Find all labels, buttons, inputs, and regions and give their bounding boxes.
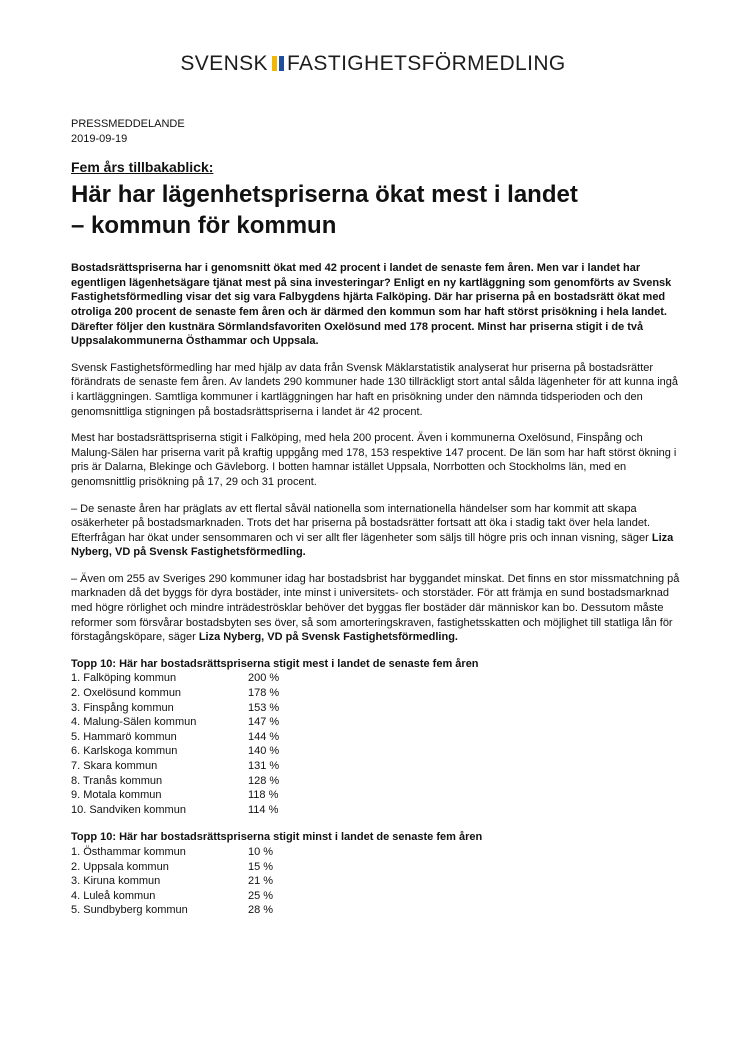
municipality-name: 5. Hammarö kommun [71,730,177,743]
top-list-title: Topp 10: Här har bostadsrättspriserna stigit mest i landet de senaste fem åren [71,657,479,670]
list-item [71,686,681,701]
brand-name-right: FASTIGHETSFÖRMEDLING [286,52,566,75]
municipality-name: 10. Sandviken kommun [71,803,186,816]
municipality-name: 3. Finspång kommun [71,701,174,714]
quote-2-text: – Även om 255 av Sveriges 290 kommuner idag har bostadsbrist har byggandet minskat. Det finns en stor missmatchning på marknaden då det byggs för dyra bostäder, inte minst i universitets- och storstäder. För att främja en sund bostadsmarknad med högre rörlighet och mindre inträdeströsklar behöver det byggas fler bostäder där människor kan bo. Dessutom måste reformer som försvårar bostadsbyten ses över, så som amorteringskraven, fastighetsskatten och möjlighet till statliga lån för förstagångsköpare, säger [71,572,680,644]
municipality-name: 1. Östhammar kommun [71,845,186,858]
price-increase-value: 21 % [248,875,274,888]
press-release-body [71,117,681,931]
flag-mark-icon [272,56,284,71]
release-date: 2019-09-19 [71,132,128,145]
list-item [71,671,681,686]
price-increase-value: 147 % [248,716,280,729]
quote-2-attribution: Liza Nyberg, VD på Svensk Fastighetsförmedling. [198,631,458,644]
list-item [71,803,681,818]
headline-line-1: Här har lägenhetspriserna ökat mest i landet [71,181,578,209]
municipality-name: 8. Tranås kommun [71,774,163,787]
price-increase-value: 118 % [248,789,279,802]
brand-logo [0,52,746,76]
kicker: Fem års tillbakablick: [71,159,214,176]
price-increase-value: 140 % [248,745,280,758]
municipality-name: 2. Oxelösund kommun [71,687,182,700]
list-item [71,889,681,904]
list-item [71,744,681,759]
paragraph-1: Svensk Fastighetsförmedling har med hjälp av data från Svensk Mäklarstatistik analyserat hur priserna på bostadsrätter förändrats de senaste fem åren. Av landets 290 kommuner hade 130 tillräckligt stort antal sålda lägenheter för att kunna ingå i kartläggningen. Samtliga kommuner i kartläggningen har haft en prisökning under den nämnda tidsperioden och den genomsnittliga stigningen på bostadsrättspriserna i landet är 42 procent. [71,361,678,418]
quote-2 [71,572,681,645]
price-increase-value: 10 % [248,845,274,858]
price-increase-value: 28 % [248,904,274,917]
municipality-name: 6. Karlskoga kommun [71,745,178,758]
bottom-list-title: Topp 10: Här har bostadsrättspriserna stigit minst i landet de senaste fem åren [71,831,483,844]
list-item [71,874,681,889]
paragraph-2: Mest har bostadsrättspriserna stigit i Falköping, med hela 200 procent. Även i kommunerna Oxelösund, Finspång och Malung-Sälen har priserna varit på kraftig uppgång med 178, 153 respektive 147 procent. De län som har haft störst ökning i pris är Dalarna, Blekinge och Gävleborg. I botten hamnar istället Uppsala, Norrbotten och Stockholms län, med en genomsnittlig prisökning på 17, 29 och 31 procent. [71,432,677,488]
quote-1-text: – De senaste åren har präglats av ett flertal såväl nationella som internationella händelser som har kommit att skapa osäkerheter på bostadsmarknaden. Trots det har priserna på bostadsrätter fortsatt att öka i stadig takt över hela landet. Efterfrågan har ökat under sensommaren och vi ser allt fler lägenheter som säljs till högre pris och innan visning, säger [71,502,652,544]
list-item [71,788,681,803]
lead-paragraph: Bostadsrättspriserna har i genomsnitt ökat med 42 procent i landet de senaste fem åren. Men var i landet har egentligen lägenhetsägare tjänat mest på sina investeringar? Enligt en ny kartläggning som genomförts av Svensk Fastighetsförmedling visar det sig vara Falbygdens hjärta Falköping. Där har priserna på en bostadsrätt ökat med otroliga 200 procent de senaste fem åren och är därmed den kommun som har haft störst prisökning i hela landet. Därefter följer den kustnära Sörmlandsfavoriten Oxelösund med 178 procent. Minst har priserna stigit i de två Uppsalakommunerna Östhammar och Uppsala. [71,262,672,348]
price-increase-value: 128 % [248,774,280,787]
price-increase-value: 131 % [248,760,280,772]
price-increase-value: 178 % [248,687,280,700]
municipality-name: 3. Kiruna kommun [71,875,161,888]
list-item [71,715,681,730]
bottom-list [71,845,681,918]
municipality-name: 7. Skara kommun [71,760,158,772]
top-list [71,671,681,817]
quote-1 [71,502,681,560]
list-item [71,774,681,789]
list-item [71,701,681,716]
brand-name-left: SVENSK [180,52,268,75]
price-increase-value: 200 % [248,672,280,685]
price-increase-value: 25 % [248,889,274,902]
quote-1-attribution: Liza Nyberg, VD på Svensk Fastighetsförmedling. [71,531,674,559]
municipality-name: 2. Uppsala kommun [71,860,169,873]
list-item [71,845,681,860]
list-item [71,903,681,918]
municipality-name: 4. Luleå kommun [71,889,156,902]
municipality-name: 9. Motala kommun [71,789,162,802]
municipality-name: 4. Malung-Sälen kommun [71,716,197,729]
list-item [71,860,681,875]
headline [71,179,681,241]
municipality-name: 5. Sundbyberg kommun [71,904,188,917]
price-increase-value: 114 % [248,803,279,816]
document-type: PRESSMEDDELANDE [71,118,185,130]
price-increase-value: 15 % [248,860,274,873]
price-increase-value: 153 % [248,701,280,714]
list-item [71,759,681,774]
headline-line-2: – kommun för kommun [71,212,337,240]
list-item [71,730,681,745]
municipality-name: 1. Falköping kommun [71,672,177,685]
price-increase-value: 144 % [248,730,280,743]
